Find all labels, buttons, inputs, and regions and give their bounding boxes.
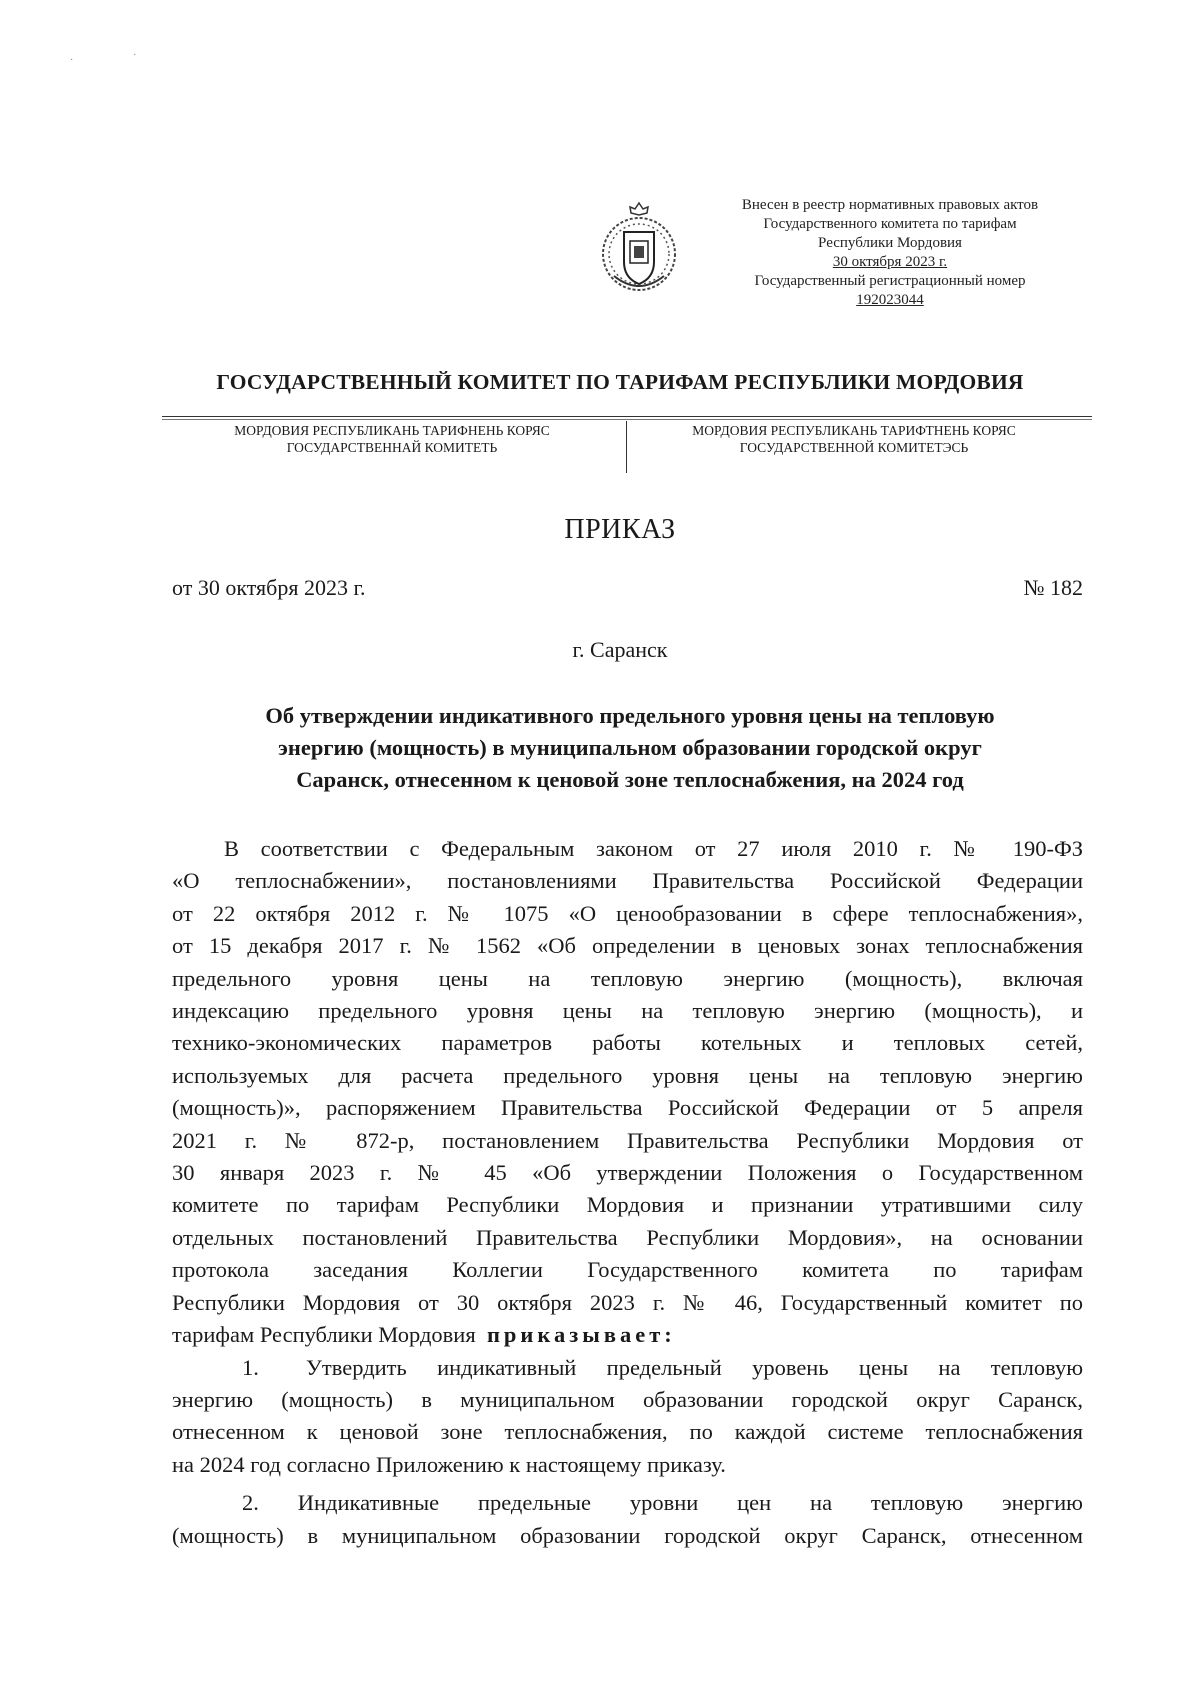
erzya-name-line: ГОСУДАРСТВЕННОЙ КОМИТЕТЭСЬ xyxy=(739,440,969,455)
moksha-name xyxy=(162,422,622,456)
body-line: технико-экономических параметров работы котельных и тепловых сетей, xyxy=(172,1030,1083,1056)
item1-first-line: Утвердить индикативный предельный уровень цены на тепловую xyxy=(306,1354,1083,1380)
scan-speck: · xyxy=(70,55,74,66)
heading-line: Саранск, отнесенном к ценовой зоне теплоснабжения, на 2024 год xyxy=(296,767,964,792)
registry-number: 192023044 xyxy=(856,292,924,308)
moksha-name-line: МОРДОВИЯ РЕСПУБЛИКАНЬ ТАРИФНЕНЬ КОРЯС xyxy=(234,423,550,438)
body-line: В соответствии с Федеральным законом от 27 июля 2010 г. № 190-ФЗ xyxy=(224,836,1083,861)
erzya-name xyxy=(634,422,1074,456)
body-line: от 15 декабря 2017 г. № 1562 «Об определении в ценовых зонах теплоснабжения xyxy=(172,933,1083,959)
heading-line: энергию (мощность) в муниципальном образовании городской округ xyxy=(278,735,982,760)
registry-line: Государственный регистрационный номер xyxy=(754,273,1026,289)
erzya-name-line: МОРДОВИЯ РЕСПУБЛИКАНЬ ТАРИФТНЕНЬ КОРЯС xyxy=(692,423,1016,438)
body-line xyxy=(172,1352,1083,1384)
registry-line: Государственного комитета по тарифам xyxy=(763,216,1017,232)
heading-line: Об утверждении индикативного предельного уровня цены на тепловую xyxy=(265,703,995,728)
body-line: 2. Индикативные предельные уровни цен на тепловую энергию xyxy=(242,1490,1083,1516)
header-divider xyxy=(162,419,1092,420)
body-line: энергию (мощность) в муниципальном образовании городской округ Саранск, xyxy=(172,1386,1083,1412)
document-city: г. Саранск xyxy=(572,637,668,662)
coat-of-arms-emblem xyxy=(598,200,680,300)
body-line: 30 января 2023 г. № 45 «Об утверждении Положения о Государственном xyxy=(172,1160,1083,1186)
body-line: 2021 г. № 872-р, постановлением Правительства Республики Мордовия от xyxy=(172,1127,1083,1153)
header-vertical-divider xyxy=(626,421,627,473)
body-line: (мощность)», распоряжением Правительства Российской Федерации от 5 апреля xyxy=(172,1095,1083,1121)
registry-line: Республики Мордовия xyxy=(818,235,962,251)
preamble-last-line: тарифам Республики Мордовия xyxy=(172,1322,476,1348)
scan-speck: · xyxy=(133,50,137,61)
item-number: 1. xyxy=(242,1354,259,1380)
body-line: протокола заседания Коллегии Государственного комитета по тарифам xyxy=(172,1257,1083,1283)
body-line xyxy=(172,1319,1083,1351)
body-line: от 22 октября 2012 г. № 1075 «О ценообразовании в сфере теплоснабжения», xyxy=(172,900,1083,926)
body-line: на 2024 год согласно Приложению к настоящему приказу. xyxy=(172,1451,726,1477)
orders-word: приказывает: xyxy=(486,1322,676,1348)
body-line: Республики Мордовия от 30 октября 2023 г. № 46, Государственный комитет по xyxy=(172,1289,1083,1315)
registry-date: 30 октября 2023 г. xyxy=(832,254,948,270)
body-line: комитете по тарифам Республики Мордовия и признании утратившими силу xyxy=(172,1192,1083,1218)
organization-title: ГОСУДАРСТВЕННЫЙ КОМИТЕТ ПО ТАРИФАМ РЕСПУБЛИКИ МОРДОВИЯ xyxy=(216,370,1024,394)
body-line: «О теплоснабжении», постановлениями Правительства Российской Федерации xyxy=(172,868,1083,894)
moksha-name-line: ГОСУДАРСТВЕННАЙ КОМИТЕТЬ xyxy=(286,440,498,455)
document-heading xyxy=(160,700,1100,796)
body-line: используемых для расчета предельного уровня цены на тепловую энергию xyxy=(172,1062,1083,1088)
body-line: (мощность) в муниципальном образовании городской округ Саранск, отнесенном xyxy=(172,1522,1083,1548)
body-line: отнесенном к ценовой зоне теплоснабжения, по каждой системе теплоснабжения xyxy=(172,1419,1083,1445)
body-line: индексацию предельного уровня цены на тепловую энергию (мощность), и xyxy=(172,998,1083,1024)
document-body xyxy=(172,833,1083,1552)
body-line: предельного уровня цены на тепловую энергию (мощность), включая xyxy=(172,965,1083,991)
document-type: ПРИКАЗ xyxy=(564,514,676,545)
body-line: отдельных постановлений Правительства Республики Мордовия», на основании xyxy=(172,1224,1083,1250)
document-number: № 182 xyxy=(1023,575,1083,600)
header-divider xyxy=(162,416,1092,417)
registry-stamp xyxy=(700,196,1080,310)
document-date: от 30 октября 2023 г. xyxy=(172,575,366,600)
registry-line: Внесен в реестр нормативных правовых актов xyxy=(741,197,1039,213)
